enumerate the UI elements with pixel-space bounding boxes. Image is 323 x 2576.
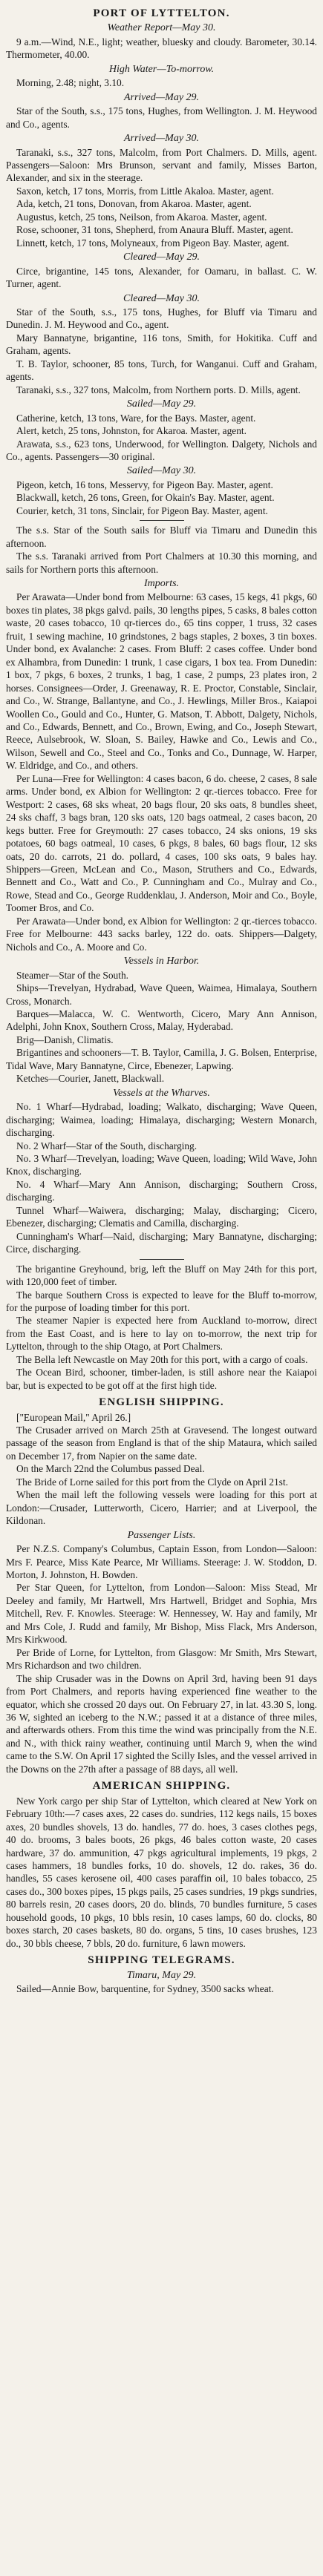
paragraph: Per Star Queen, for Lyttelton, from London—Saloon: Miss Stead, Mr Deeley and family, Mr Hartwell, Mrs Hartwell, Bridget and Sophia, Mrs Mitchell, Rev. F. Knowles. Steerage: W. Hennessey, W. Hay and family, Mr and Mrs Cole, J. Rudd and family, Mr Bishop, Miss Flack, Mrs Anderson, Mrs Kirkwood. xyxy=(6,1582,317,1646)
paragraph: Arawata, s.s., 623 tons, Underwood, for Wellington. Dalgety, Nichols and Co., agents. Passengers—30 original. xyxy=(6,438,317,462)
paragraph: Brigantines and schooners—T. B. Taylor, Camilla, J. G. Bolsen, Enterprise, Tidal Wave, Mary Bannatyne, Circe, Ebenezer, Lapwing. xyxy=(6,1047,317,1071)
paragraph: Circe, brigantine, 145 tons, Alexander, for Oamaru, in ballast. C. W. Turner, agent. xyxy=(6,265,317,290)
subheading: Sailed—May 30. xyxy=(126,465,197,477)
subheading: Imports. xyxy=(143,578,180,590)
paragraph: Ada, ketch, 21 tons, Donovan, from Akaroa. Master, agent. xyxy=(16,198,252,210)
paragraph: The steamer Napier is expected here from Auckland to-morrow, direct from the East Coast, and is here to lay on to-morrow, the next trip for Lyttelton, through to the ship Otago, at Port Chalmers. xyxy=(6,1315,317,1353)
paragraph: The Bride of Lorne sailed for this port from the Clyde on April 21st. xyxy=(16,1476,288,1488)
paragraph: Tunnel Wharf—Waiwera, discharging; Malay, discharging; Cicero, Ebenezer, discharging; Clematis and Camilla, discharging. xyxy=(6,1204,317,1229)
section-title: ENGLISH SHIPPING. xyxy=(99,1396,224,1409)
paragraph: The Bella left Newcastle on May 20th for this port, with a cargo of coals. xyxy=(16,1353,308,1365)
paragraph: No. 3 Wharf—Trevelyan, loading; Wave Queen, loading; Wild Wave, John Knox, discharging. xyxy=(6,1152,317,1177)
paragraph: Star of the South, s.s., 175 tons, Hughes, for Bluff via Timaru and Dunedin. J. M. Heywood and Co., agent. xyxy=(6,306,317,331)
subheading: Passenger Lists. xyxy=(127,1529,196,1541)
section-title: SHIPPING TELEGRAMS. xyxy=(88,1954,235,1967)
paragraph: Cunningham's Wharf—Naid, discharging; Mary Bannatyne, discharging; Circe, discharging. xyxy=(6,1230,317,1255)
paragraph: Steamer—Star of the South. xyxy=(16,969,128,981)
paragraph: The s.s. Taranaki arrived from Port Chalmers at 10.30 this morning, and sails for Northern ports this afternoon. xyxy=(6,551,317,575)
paragraph: Courier, ketch, 31 tons, Sinclair, for Pigeon Bay. Master, agent. xyxy=(16,505,268,516)
paragraph: Morning, 2.48; night, 3.10. xyxy=(16,77,125,89)
section-title: AMERICAN SHIPPING. xyxy=(92,1780,231,1793)
section-title: PORT OF LYTTELTON. xyxy=(93,7,230,19)
paragraph: 9 a.m.—Wind, N.E., light; weather, bluesky and cloudy. Barometer, 30.14. Thermometer, 40.00. xyxy=(6,36,317,61)
paragraph: The barque Southern Cross is expected to leave for the Bluff to-morrow, for the purpose of loading timber for this port. xyxy=(6,1289,317,1313)
subheading: Vessels at the Wharves. xyxy=(113,1087,210,1099)
paragraph: Augustus, ketch, 25 tons, Neilson, from Akaroa. Master, agent. xyxy=(16,211,267,223)
subheading: Sailed—May 29. xyxy=(126,398,197,410)
paragraph: Per Arawata—Under bond, ex Albion for Wellington: 2 qr.-tierces tobacco. Free for Melbourne: 443 sacks barley, 122 do. oats. Shippers—Dalgety, Nichols and Co., A. Moore and Co. xyxy=(6,915,317,953)
paragraph: Catherine, ketch, 13 tons, Ware, for the Bays. Master, agent. xyxy=(16,412,256,424)
section-divider xyxy=(140,1259,184,1260)
subheading: Arrived—May 29. xyxy=(123,91,200,103)
paragraph: Blackwall, ketch, 26 tons, Green, for Okain's Bay. Master, agent. xyxy=(16,492,275,504)
paragraph: Rose, schooner, 31 tons, Shepherd, from Anaura Bluff. Master, agent. xyxy=(16,224,293,236)
section-divider xyxy=(140,520,184,521)
paragraph: Per N.Z.S. Company's Columbus, Captain Esson, from London—Saloon: Mrs F. Pearce, Miss Kate Pearce, Mr Williams. Steerage: J. W. Stoddon, D. Morton, J. Johnston, H. Bowden. xyxy=(6,1543,317,1581)
paragraph: Taranaki, s.s., 327 tons, Malcolm, from Port Chalmers. D. Mills, agent. Passengers—Saloon: Mrs Brunson, servant and family, Misses Barton, Alexander, and six in the steerage. xyxy=(6,146,317,184)
subheading: Vessels in Harbor. xyxy=(123,956,200,967)
subheading: Arrived—May 30. xyxy=(123,133,200,145)
paragraph: Ships—Trevelyan, Hydrabad, Wave Queen, Waimea, Himalaya, Southern Cross, Monarch. xyxy=(6,982,317,1007)
paragraph: Pigeon, ketch, 16 tons, Messervy, for Pigeon Bay. Master, agent. xyxy=(16,479,273,490)
paragraph: Linnett, ketch, 17 tons, Molyneaux, from Pigeon Bay. Master, agent. xyxy=(16,237,290,249)
paragraph: Star of the South, s.s., 175 tons, Hughes, from Wellington. J. M. Heywood and Co., agents. xyxy=(6,105,317,130)
paragraph: No. 1 Wharf—Hydrabad, loading; Walkato, discharging; Wave Queen, discharging; Waimea, loading; Himalaya, discharging; Western Monarch, discharging. xyxy=(6,1101,317,1139)
paragraph: Alert, ketch, 25 tons, Johnston, for Akaroa. Master, agent. xyxy=(16,425,247,437)
paragraph: The brigantine Greyhound, brig, left the Bluff on May 24th for this port, with 120,000 feet of timber. xyxy=(6,1263,317,1288)
paragraph: Per Arawata—Under bond from Melbourne: 63 cases, 15 kegs, 41 pkgs, 60 boxes tin plates, 38 pkgs galvd. pails, 30 lengths pipes, 5 casks, 8 bales cotton waste, 20 cases tobacco, 10 qr-tierces do., 65 tins copper, 1 truss, 32 cases fruit, 1 sewing machine, 10 grindstones, 2 bags staples, 2 boxes, 3 tin boxes. Under bond, ex Avalanche: 2 cases. From Bluff: 2 cases coffee. Under bond ex Alhambra, from Dunedin: 1 trunk, 1 case cigars, 1 box tea. From Dunedin: 1 box, 7 pkgs, 6 boxes, 2 trunks, 1 bag, 1 case, 2 pumps, 23 plates iron, 2 horses. Consignees—Order, J. Greenaway, R. E. Proctor, Constable, Sinclair, and Co., W. Strange, Ballantyne, and Co., J. Hewlings, Miller Bros., Kaiapoi Woollen Co., Gould and Co., Hunter, G. Matson, T. Abbott, Dalgety, Nichols, and Co., Edwards, Bennett, and Co., Brown, Ewing, and Co., Joseph Stewart, Reece, Aulsebrook, W. Sloan, S. Bailey, Hawke and Co., Lewis and Co., Wilson, Sewell and Co., Steel and Co., Tonks and Co., Dunnage, W. Harper, W. Eldridge, and Co., and others. xyxy=(6,591,317,772)
paragraph: Per Bride of Lorne, for Lyttelton, from Glasgow: Mr Smith, Mrs Stewart, Mrs Richardson and two children. xyxy=(6,1646,317,1672)
paragraph: Taranaki, s.s., 327 tons, Malcolm, from Northern ports. D. Mills, agent. xyxy=(16,384,301,395)
paragraph: When the mail left the following vessels were loading for this port at London:—Crusader, Lutterworth, Cicero, Harrier; and at Liverpool, the Kildonan. xyxy=(6,1489,317,1527)
subheading: Weather Report—May 30. xyxy=(107,22,216,34)
paragraph: The Crusader arrived on March 25th at Gravesend. The longest outward passage of the season from England is that of the ship Mataura, which sailed on December 17, from Napier on the same date. xyxy=(6,1425,317,1462)
paragraph: New York cargo per ship Star of Lyttelton, which cleared at New York on February 10th:—7 cases axes, 22 cases do. sundries, 112 kegs nails, 15 boxes axes, 20 bundles shovels, 13 do. handles, 77 do. hoes, 3 cases clothes pegs, 40 do. brooms, 3 bales boots, 26 pkgs, 46 bales cotton waste, 20 cases hardware, 37 do. ammunition, 47 pkgs agricultural implements, 19 pkgs, 2 cases hammers, 18 bundles forks, 10 do. shovels, 12 do. rakes, 36 do. handles, 55 cases kerosene oil, 400 cases paraffin oil, 10 bales tobacco, 25 cases do., 300 boxes pipes, 15 pkgs pails, 25 cases sundries, 19 pkgs sundries, 80 barrels resin, 20 cases doors, 20 do. blinds, 70 bundles furniture, 5 cases household goods, 10 pkgs, 10 bbls resin, 10 cases lamps, 60 do. clocks, 80 boxes starch, 20 cases baskets, 80 do. organs, 5 tins, 10 cases brushes, 123 do., 30 bbls cheese, 7 bbls, 20 do. furniture, 6 lawn mowers. xyxy=(6,1795,317,1949)
paragraph: Brig—Danish, Climatis. xyxy=(16,1034,114,1045)
paragraph: Ketches—Courier, Janett, Blackwall. xyxy=(16,1073,165,1085)
paragraph: The s.s. Star of the South sails for Bluff via Timaru and Dunedin this afternoon. xyxy=(6,525,317,549)
subheading: Cleared—May 29. xyxy=(123,252,200,263)
paragraph: T. B. Taylor, schooner, 85 tons, Turch, for Wanganui. Cuff and Graham, agents. xyxy=(6,358,317,383)
subheading: Cleared—May 30. xyxy=(123,292,200,304)
paragraph: The ship Crusader was in the Downs on April 3rd, having been 91 days from Port Chalmers, and reports having experienced fine weather to the equator, which she crossed 20 days out. On February 27, in lat. 43.30 S, long. 36 W, sighted an iceberg to the N.W.; passed it at a distance of three miles, and afterwards others. From this time the wind was principally from the N.E. and N., with thick rainy weather, continuing until March 9, when the wind came to the S.W. On April 17 sighted the Scilly Isles, and the vessel arrived in the Downs on the 27th after a passage of 88 days, all well. xyxy=(6,1672,317,1775)
paragraph: Mary Bannatyne, brigantine, 116 tons, Smith, for Hokitika. Cuff and Graham, agents. xyxy=(6,332,317,357)
paragraph: Sailed—Annie Bow, barquentine, for Sydney, 3500 sacks wheat. xyxy=(16,1983,274,1995)
subheading: High Water—To-morrow. xyxy=(108,63,215,75)
paragraph: On the March 22nd the Columbus passed Deal. xyxy=(16,1463,205,1475)
paragraph: Barques—Malacca, W. C. Wentworth, Cicero, Mary Ann Annison, Adelphi, John Knox, Southern Cross, Malay, Hyderabad. xyxy=(6,1008,317,1033)
subheading: Timaru, May 29. xyxy=(126,1969,197,1981)
paragraph: No. 2 Wharf—Star of the South, discharging. xyxy=(16,1140,198,1151)
paragraph: Saxon, ketch, 17 tons, Morris, from Little Akaloa. Master, agent. xyxy=(16,185,274,197)
paragraph: ["European Mail," April 26.] xyxy=(16,1411,131,1423)
shipping-report xyxy=(6,7,317,1996)
paragraph: Per Luna—Free for Wellington: 4 cases bacon, 6 do. cheese, 2 cases, 8 sale arms. Under bond, ex Albion for Wellington: 2 qr.-tierces tobacco. Free for Westport: 2 cases, 68 sks wheat, 20 bags flour, 20 sks oats, 8 bundles sheet, 24 sks chaff, 3 bags bran, 120 sks oats, 120 bags oatmeal, 2 cases bacon, 20 kegs butter. Free for Greymouth: 27 cases tobacco, 24 sks onions, 19 sks potatoes, 60 bags oatmeal, 10 cases, 6 pkgs, 8 bales, 60 bags flour, 12 sks oats, 20 do. carrots, 21 do. pollard, 4 cases, 100 sks oats, 9 bales hay. Shippers—Green, McLean and Co., Mason, Struthers and Co., Edwards, Bennett and Co., Watt and Co., P. Cunningham and Co., Mulray and Co., Rowe, Stead and Co., George Ruddenklau, J. Anderson, Moir and Co., Boyle, Toomer Bros, and Co. xyxy=(6,772,317,914)
paragraph: The Ocean Bird, schooner, timber-laden, is still ashore near the Kaiapoi bar, but is expected to be got off at the first high tide. xyxy=(6,1367,317,1391)
paragraph: No. 4 Wharf—Mary Ann Annison, discharging; Southern Cross, discharging. xyxy=(6,1178,317,1203)
